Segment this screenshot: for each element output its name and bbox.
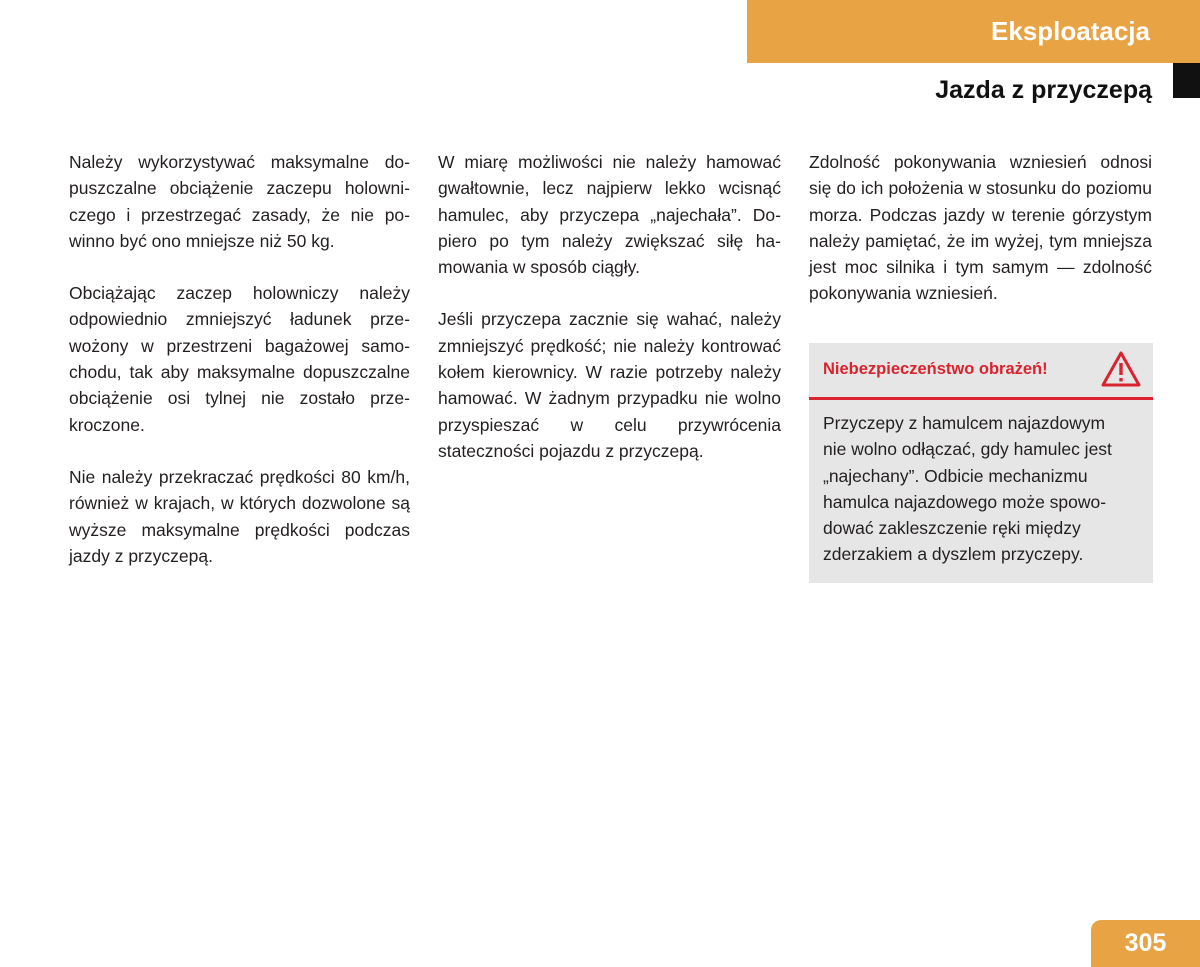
paragraph: Zdolność pokonywania wzniesień odnosi się do ich położenia w stosunku do poziomu morza. Podczas jazdy w terenie górzystym należy pamiętać, że im wyżej, tym mniejsza jest moc silnika i tym samym — zdolność pokonywania wzniesień. <box>809 152 1152 304</box>
page-number-label: 305 <box>1124 929 1167 957</box>
thumb-index-marker <box>1173 63 1200 98</box>
warning-line: hamulca najazdowego może spowo- <box>823 491 1107 512</box>
text-column-3 <box>809 149 1152 333</box>
warning-header <box>809 343 1153 400</box>
warning-line: Przyczepy z hamulcem najazdowym <box>823 413 1106 433</box>
warning-line: dować zakleszczenie ręki między <box>823 518 1081 539</box>
warning-line: „najechany”. Odbicie mechanizmu <box>823 465 1088 486</box>
warning-text <box>823 410 1141 568</box>
text-column-2 <box>438 149 781 490</box>
chapter-title: Eksploatacja <box>991 16 1150 46</box>
paragraph: W miarę możliwości nie należy hamować gwałtownie, lecz najpierw lekko wcisnąć hamulec, aby przyczepa „najechała”. Dopiero po tym należy zwiększać siłę hamowania w sposób ciągły. <box>438 152 781 278</box>
warning-title: Niebezpieczeństwo obrażeń! <box>823 360 1048 378</box>
paragraph: Nie należy przekraczać prędkości 80 km/h, również w krajach, w których dozwolone są wyższe maksymalne prędkości podczas jazdy z przyczepą. <box>69 466 410 566</box>
page-number <box>1091 920 1200 967</box>
paragraph: Należy wykorzystywać maksymalne dopuszczalne obciążenie zaczepu holowniczego i przestrzegać zasady, że nie powinno być ono mniejsze niż 50 kg. <box>69 152 410 251</box>
warning-line: nie wolno odłączać, gdy hamulec jest <box>823 439 1112 460</box>
warning-triangle-icon <box>1100 350 1142 388</box>
warning-line: zderzakiem a dyszlem przyczepy. <box>823 544 1084 565</box>
text-column-1 <box>69 149 410 595</box>
warning-box <box>809 343 1153 583</box>
section-title: Jazda z przyczepą <box>935 76 1152 104</box>
chapter-tab <box>747 0 1200 63</box>
paragraph: Jeśli przyczepa zacznie się wahać, należy zmniejszyć prędkość; nie należy kontrować kołem kierownicy. W razie potrzeby należy hamować. W żadnym przypadku nie wolno przyspieszać w celu przywrócenia stateczności pojazdu z przyczepą. <box>438 309 781 461</box>
paragraph: Obciążając zaczep holowniczy należy odpowiednio zmniejszyć ładunek przewożony w przestrzeni bagażowej samochodu, tak aby maksymalne dopuszczalne obciążenie osi tylnej nie zostało przekroczone. <box>69 283 410 435</box>
